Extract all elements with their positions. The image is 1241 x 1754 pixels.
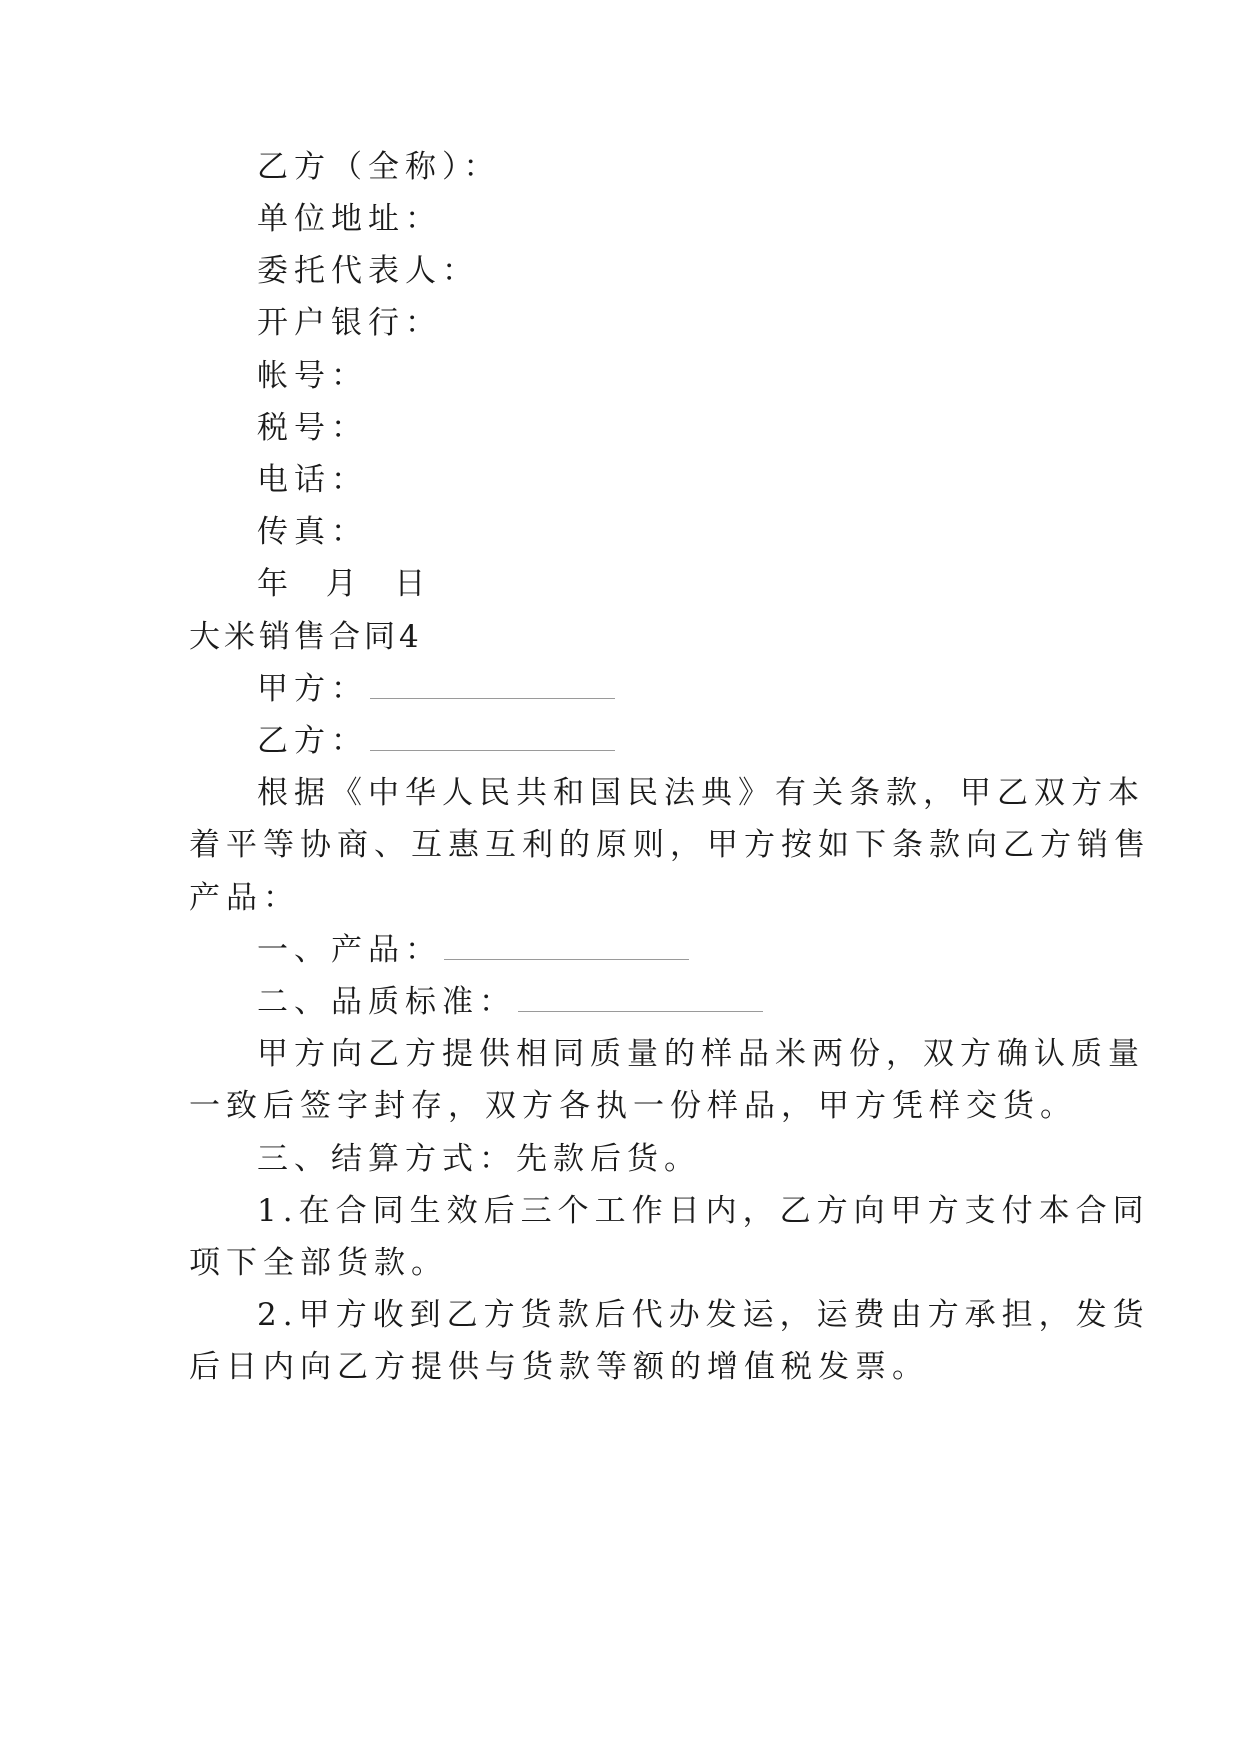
party-b-account-label: 帐号： [257, 358, 368, 394]
party-a-line [257, 669, 615, 709]
preamble-line-2: 着平等协商、互惠互利的原则，甲方按如下条款向乙方销售 [189, 827, 1151, 863]
party-b-phone-label: 电话： [257, 462, 368, 498]
product-line [257, 930, 689, 970]
clause-2-line-2: 后日内向乙方提供与货款等额的增值税发票。 [189, 1349, 929, 1385]
party-a-label: 甲方： [257, 671, 368, 707]
contract-title: 大米销售合同4 [189, 619, 423, 655]
signature-date-label: 年 月 日 [257, 566, 432, 602]
quality-label: 二、品质标准： [257, 984, 516, 1020]
clause-2-line-1: 2.甲方收到乙方货款后代办发运，运费由方承担，发货 [257, 1297, 1150, 1333]
clause-1-line-2: 项下全部货款。 [189, 1245, 448, 1281]
party-b-label: 乙方： [257, 723, 368, 759]
preamble-line-3: 产品： [189, 880, 300, 916]
clause-1-line-1: 1.在合同生效后三个工作日内，乙方向甲方支付本合同 [257, 1193, 1150, 1229]
party-b-blank [370, 722, 615, 751]
party-a-blank [370, 670, 615, 699]
party-b-address-label: 单位地址： [257, 201, 442, 237]
sample-clause-line-2: 一致后签字封存，双方各执一份样品，甲方凭样交货。 [189, 1088, 1077, 1124]
quality-line [257, 982, 763, 1022]
party-b-representative-label: 委托代表人： [257, 253, 479, 289]
party-b-tax-id-label: 税号： [257, 410, 368, 446]
preamble-line-1: 根据《中华人民共和国民法典》有关条款，甲乙双方本 [257, 775, 1145, 811]
settlement-method: 三、结算方式：先款后货。 [257, 1141, 701, 1177]
quality-blank [518, 983, 763, 1012]
party-b-fax-label: 传真： [257, 514, 368, 550]
party-b-full-name-label: 乙方（全称）： [257, 149, 501, 185]
product-blank [444, 931, 689, 960]
party-b-line [257, 721, 615, 761]
product-label: 一、产品： [257, 932, 442, 968]
party-b-bank-label: 开户银行： [257, 305, 442, 341]
sample-clause-line-1: 甲方向乙方提供相同质量的样品米两份，双方确认质量 [257, 1036, 1145, 1072]
